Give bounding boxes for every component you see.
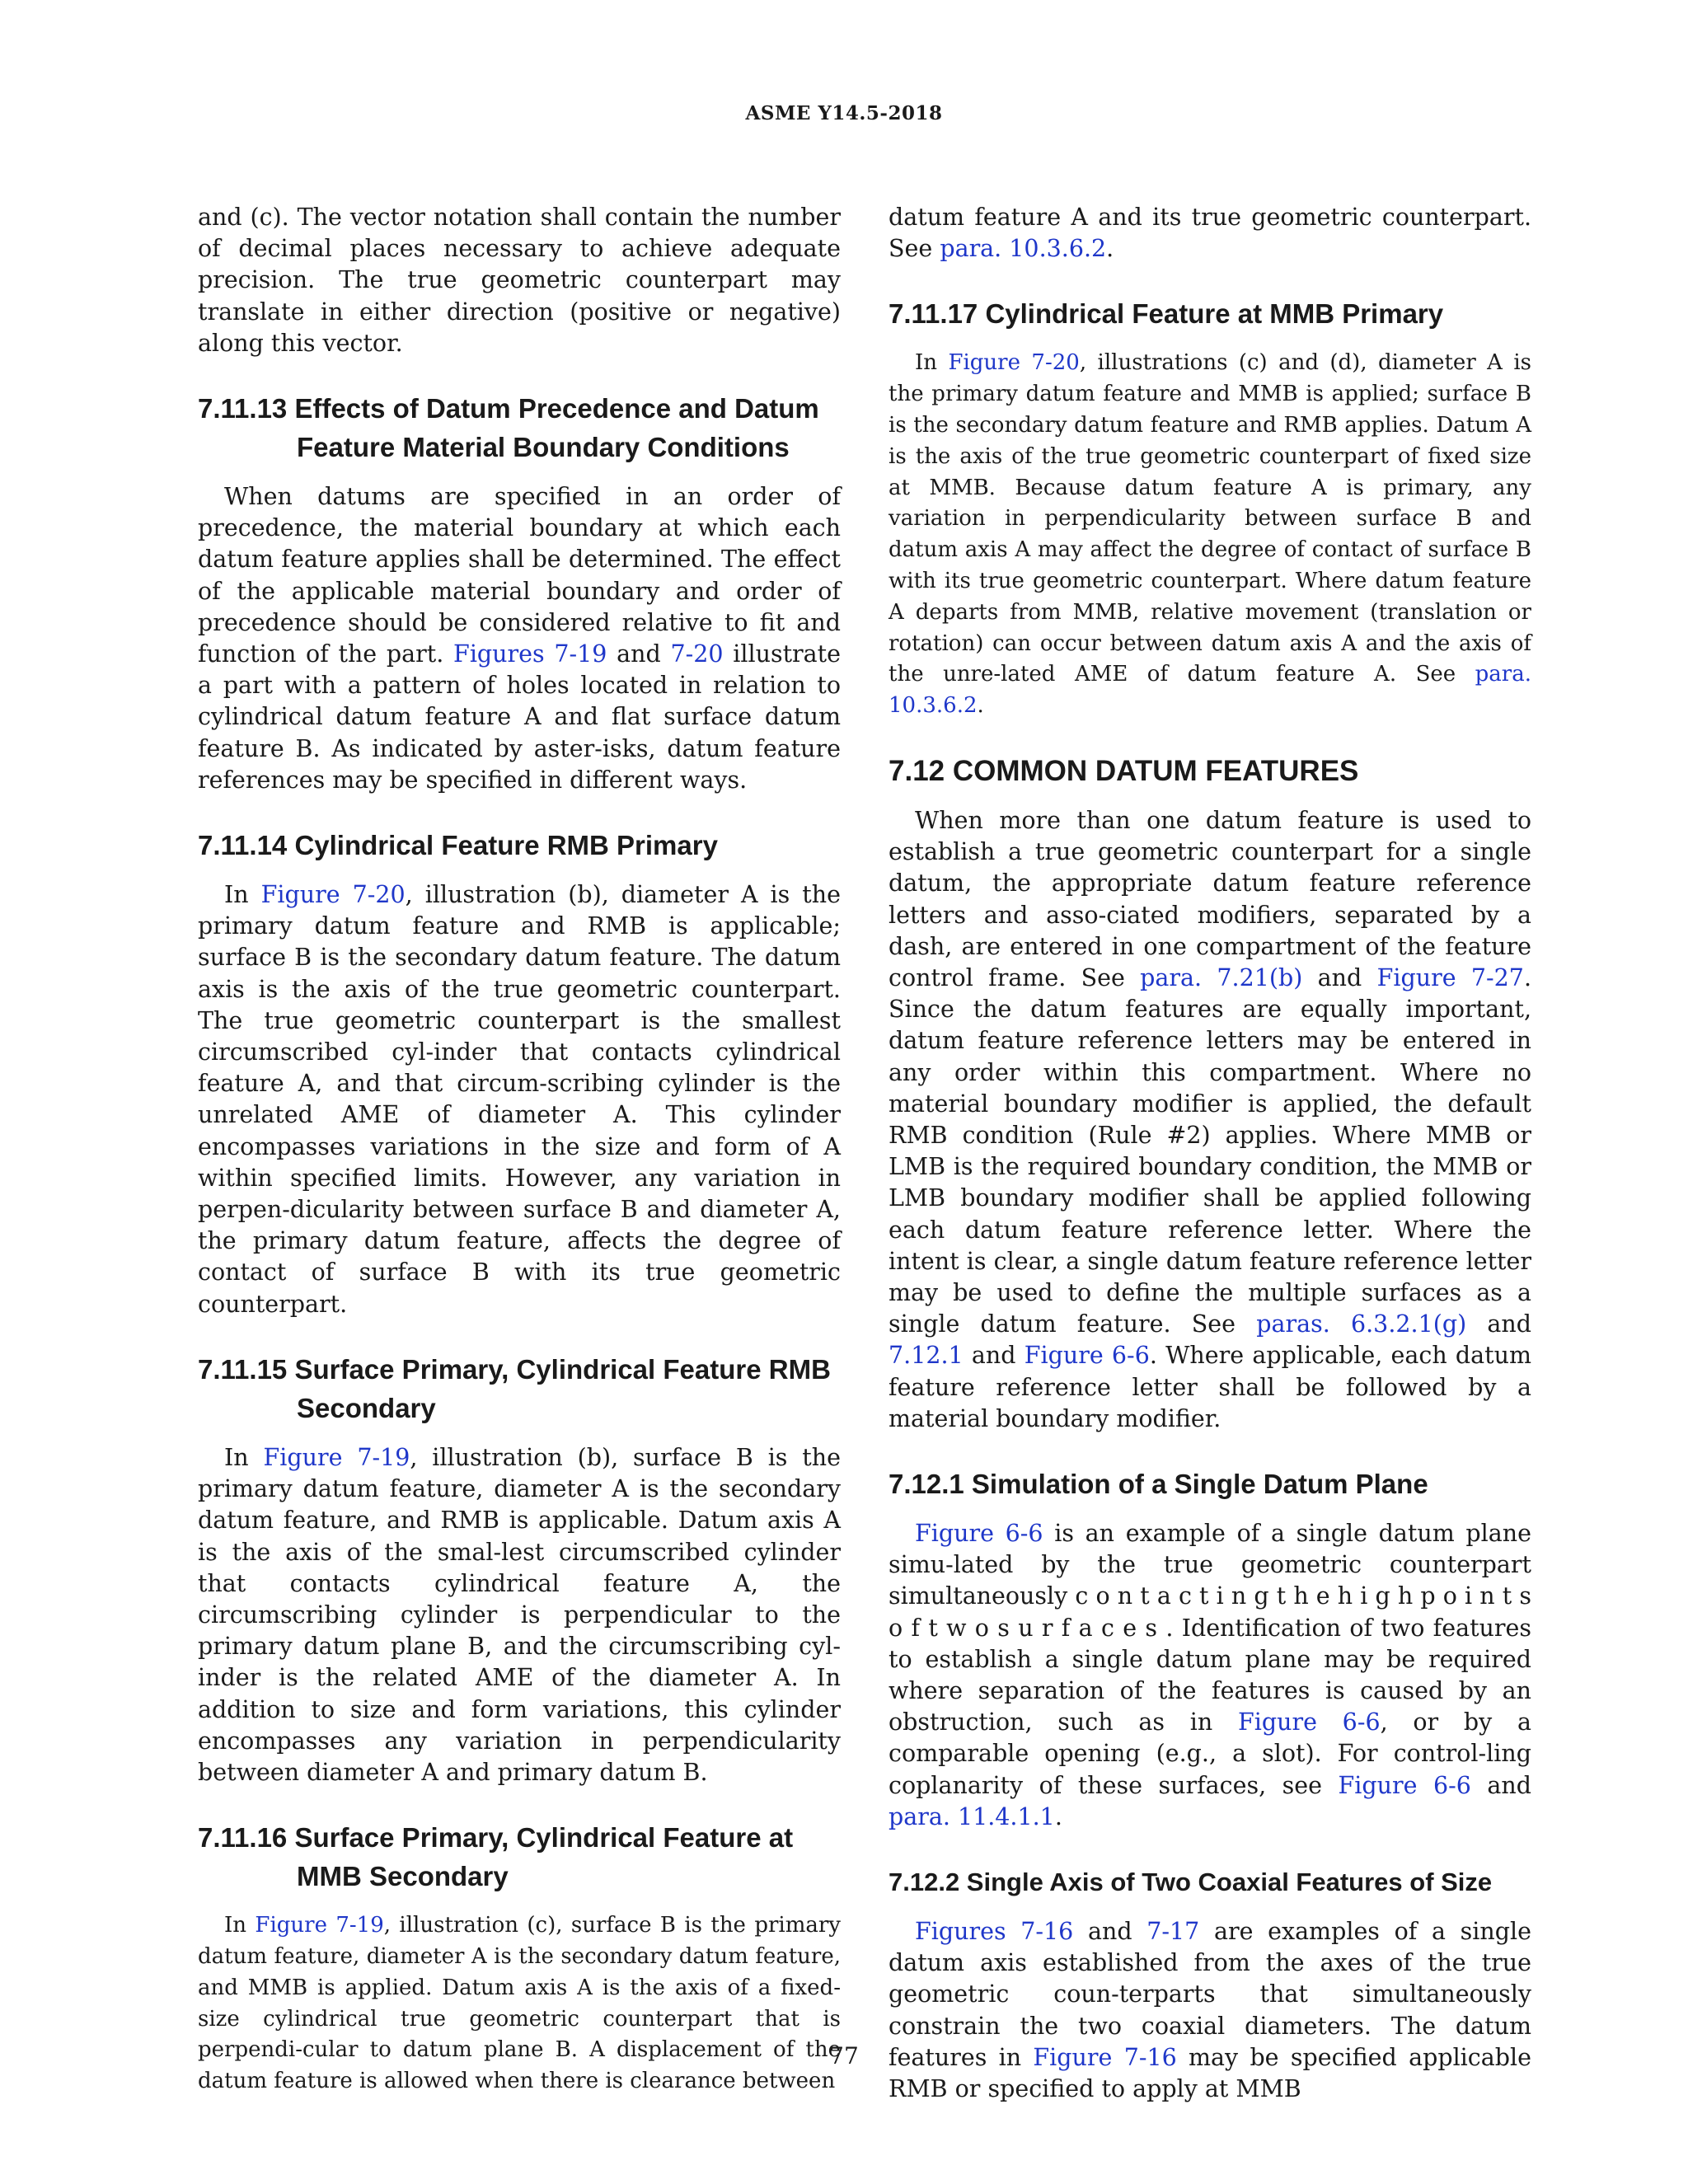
link-figures-7-19[interactable]: Figures 7-19 (453, 640, 607, 668)
heading-7-11-14: 7.11.14 Cylindrical Feature RMB Primary (198, 830, 718, 861)
heading-7-11-17: 7.11.17 Cylindrical Feature at MMB Primary (889, 298, 1444, 330)
heading-7-12-2: 7.12.2 Single Axis of Two Coaxial Features of Size (889, 1868, 1493, 1897)
paragraph-continuation: datum feature A and its true geometric counterpart. See para. 10.3.6.2. (889, 204, 1531, 263)
link-figure-7-20[interactable]: 7-20 (670, 640, 724, 668)
paragraph-7-11-15: In Figure 7-19, illustration (b), surface B is the primary datum feature, diameter A is the secondary datum feature, and RMB is applicable. Datum axis A is the axis of the smal-lest circumscribed cylinder that contacts cylindrical feature A, the circumscribing cylinder is perpendicular to the primary datum plane B, and the circumscribing cyl-inder is the related AME of the diameter A. In addition to size and form variations, this cylinder encompasses any variation in perpendicularity between diameter A and primary datum B. (198, 1443, 841, 1786)
paragraph-7-11-17: In Figure 7-20, illustrations (c) and (d), diameter A is the primary datum feature and MMB is applied; surface B is the secondary datum feature and RMB applies. Datum A is the axis of the true geometric counterpart of fixed size at MMB. Because datum feature A is primary, any variation in perpendicularity between surface B and datum axis A may affect the degree of contact of surface B with its true geometric counterpart. Where datum feature A departs from MMB, relative movement (translation or rotation) can occur between datum axis A and the axis of the unre-lated AME of datum feature A. See para. 10.3.6.2. (889, 350, 1532, 719)
link-para-7-21-b[interactable]: para. 7.21(b) (1140, 963, 1303, 991)
heading-7-11-15: 7.11.15 Surface Primary, Cylindrical Feature RMB Secondary (198, 1353, 831, 1423)
link-figure-7-19[interactable]: Figure 7-19 (255, 1913, 384, 1938)
link-figure-7-17[interactable]: 7-17 (1146, 1918, 1200, 1946)
paragraph-continuation: and (c). The vector notation shall contain the number of decimal places necessary to achieve adequate precision. The true geometric counterpart may translate in either direction (positive or negative) along this vector. (198, 204, 841, 357)
link-figure-7-20[interactable]: Figure 7-20 (948, 350, 1080, 376)
paragraph-7-12-2: Figures 7-16 and 7-17 are examples of a single datum axis established from the axes of the true geometric coun-terparts that simultaneously constrain the two coaxial diameters. The datum features in Figure 7-16 may be specified applicable RMB or specified to apply at MMB (889, 1918, 1531, 2103)
link-figure-6-6[interactable]: Figure 6-6 (1338, 1771, 1471, 1799)
paragraph-7-11-14: In Figure 7-20, illustration (b), diameter A is the primary datum feature and RMB is applicable; surface B is the secondary datum feature. The datum axis is the axis of the true geometric counterpart. The true geometric counterpart is the smallest circumscribed cyl-inder that contacts cylindrical feature A, and that circum-scribing cylinder is the unrelated AME of diameter A. This cylinder encompasses variations in the size and form of A within specified limits. However, any variation in perpen-dicularity between surface B and diameter A, the primary datum feature, affects the degree of contact of surface B with its true geometric counterpart. (198, 881, 841, 1318)
running-header: ASME Y14.5-2018 (745, 102, 943, 124)
link-para-10-3-6-2[interactable]: para. 10.3.6.2 (889, 662, 1531, 719)
paragraph-7-11-13: When datums are specified in an order of precedence, the material boundary at which each datum feature applies shall be determined. The effect of the applicable material boundary and order of precedence should be considered relative to fit and function of the part. Figures 7-19 and 7-20 illustrate a part with a pattern of holes located in relation to cylindrical datum feature A and flat surface datum feature B. As indicated by aster-isks, datum feature references may be specified in different ways. (198, 483, 841, 794)
left-column (198, 202, 841, 2097)
paragraph-7-11-16: In Figure 7-19, illustration (c), surface B is the primary datum feature, diameter A is the secondary datum feature, and MMB is applied. Datum axis A is the axis of a fixed-size cylindrical true geometric counterpart that is perpendi-cular to datum plane B. A displacement of the datum feature is allowed when there is clearance between (198, 1913, 841, 2094)
link-figure-7-20[interactable]: Figure 7-20 (260, 881, 406, 909)
heading-7-11-16: 7.11.16 Surface Primary, Cylindrical Feature at MMB Secondary (198, 1822, 794, 1892)
link-figures-7-16[interactable]: Figures 7-16 (915, 1918, 1074, 1946)
heading-7-12: 7.12 COMMON DATUM FEATURES (889, 754, 1359, 787)
link-figure-7-27[interactable]: Figure 7-27 (1376, 963, 1524, 991)
heading-7-11-13: 7.11.13 Effects of Datum Precedence and Datum Feature Material Boundary Conditions (198, 393, 819, 463)
page-number: 77 (829, 2042, 859, 2069)
paragraph-7-12-1: Figure 6-6 is an example of a single datum plane simu-lated by the true geometric counterpart simultaneously c o n t a c t i n g t h e h i g h p o i n t s o f t w o s u r f a c e s . Identification of two features to establish a single datum plane may be required where separation of the features is caused by an obstruction, such as in Figure 6-6, or by a comparable opening (e.g., a slot). For control-ling coplanarity of these surfaces, see Figure 6-6 and para. 11.4.1.1. (889, 1520, 1532, 1830)
link-para-11-4-1-1[interactable]: para. 11.4.1.1 (889, 1802, 1055, 1830)
right-column (889, 202, 1531, 2105)
link-figure-7-16[interactable]: Figure 7-16 (1033, 2043, 1177, 2071)
paragraph-7-12: When more than one datum feature is used to establish a true geometric counterpart for a single datum, the appropriate datum feature reference letters and asso-ciated modifiers, separated by a dash, are entered in one compartment of the feature control frame. See para. 7.21(b) and Figure 7-27. Since the datum features are equally important, datum feature reference letters may be entered in any order within this compartment. Where no material boundary modifier is applied, the default RMB condition (Rule #2) applies. Where MMB or LMB is the required boundary condition, the MMB or LMB boundary modifier shall be applied following each datum feature reference letter. Where the intent is clear, a single datum feature reference letter may be used to define the multiple surfaces as a single datum feature. See paras. 6.3.2.1(g) and 7.12.1 and Figure 6-6. Where applicable, each datum feature reference letter shall be followed by a material boundary modifier. (889, 806, 1531, 1432)
link-figure-7-19[interactable]: Figure 7-19 (263, 1443, 410, 1471)
link-para-10-3-6-2[interactable]: para. 10.3.6.2 (940, 235, 1107, 263)
link-paras-6-3-2-1-g[interactable]: paras. 6.3.2.1(g) (1256, 1310, 1467, 1338)
link-figure-6-6[interactable]: Figure 6-6 (1237, 1708, 1381, 1736)
heading-7-12-1: 7.12.1 Simulation of a Single Datum Plane (889, 1469, 1428, 1500)
link-7-12-1[interactable]: 7.12.1 (889, 1342, 964, 1370)
link-figure-6-6[interactable]: Figure 6-6 (1024, 1342, 1150, 1370)
link-figure-6-6[interactable]: Figure 6-6 (915, 1520, 1043, 1548)
